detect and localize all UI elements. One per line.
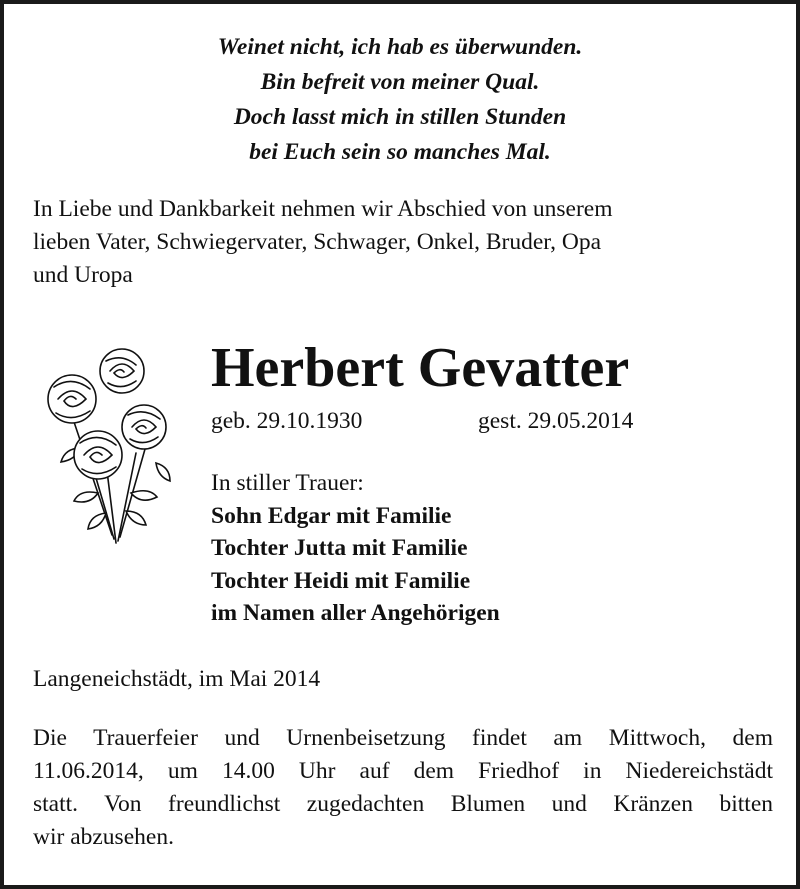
intro-line: und Uropa	[33, 262, 133, 288]
mourner-entry: Tochter Jutta mit Familie	[211, 535, 468, 561]
funeral-notice	[33, 722, 773, 854]
mourner-entry: Sohn Edgar mit Familie	[211, 502, 452, 529]
mourner-entry: Tochter Heidi mit Familie	[211, 567, 471, 594]
mourners	[211, 467, 500, 630]
mourner-entry: im Namen aller Angehörigen	[211, 600, 500, 626]
rose-bouquet-icon	[36, 343, 174, 549]
death-date: gest. 29.05.2014	[478, 408, 634, 434]
life-dates	[211, 405, 634, 438]
intro-line: lieben Vater, Schwiegervater, Schwager, Onkel, Bruder, Opa	[33, 229, 602, 255]
poem-line: Weinet nicht, ich hab es überwunden.	[217, 34, 583, 60]
mourners-heading: In stiller Trauer:	[211, 470, 364, 496]
notice-line: 11.06.2014, um 14.00 Uhr auf dem Friedhof in Niedereichstädt	[33, 758, 773, 784]
intro-text	[33, 193, 773, 292]
place-date: Langeneichstädt, im Mai 2014	[33, 666, 321, 692]
poem	[0, 30, 800, 170]
poem-line: bei Euch sein so manches Mal.	[249, 139, 551, 165]
birth-date: geb. 29.10.1930	[211, 408, 363, 434]
intro-line: In Liebe und Dankbarkeit nehmen wir Abschied von unserem	[33, 196, 613, 222]
poem-line: Doch lasst mich in stillen Stunden	[233, 104, 567, 130]
notice-line: wir abzusehen.	[33, 824, 174, 850]
deceased-name: Herbert Gevatter	[211, 337, 630, 399]
notice-line: Die Trauerfeier und Urnenbeisetzung findet am Mittwoch, dem	[33, 725, 773, 751]
poem-line: Bin befreit von meiner Qual.	[260, 69, 540, 95]
notice-line: statt. Von freundlichst zugedachten Blumen und Kränzen bitten	[33, 791, 773, 817]
